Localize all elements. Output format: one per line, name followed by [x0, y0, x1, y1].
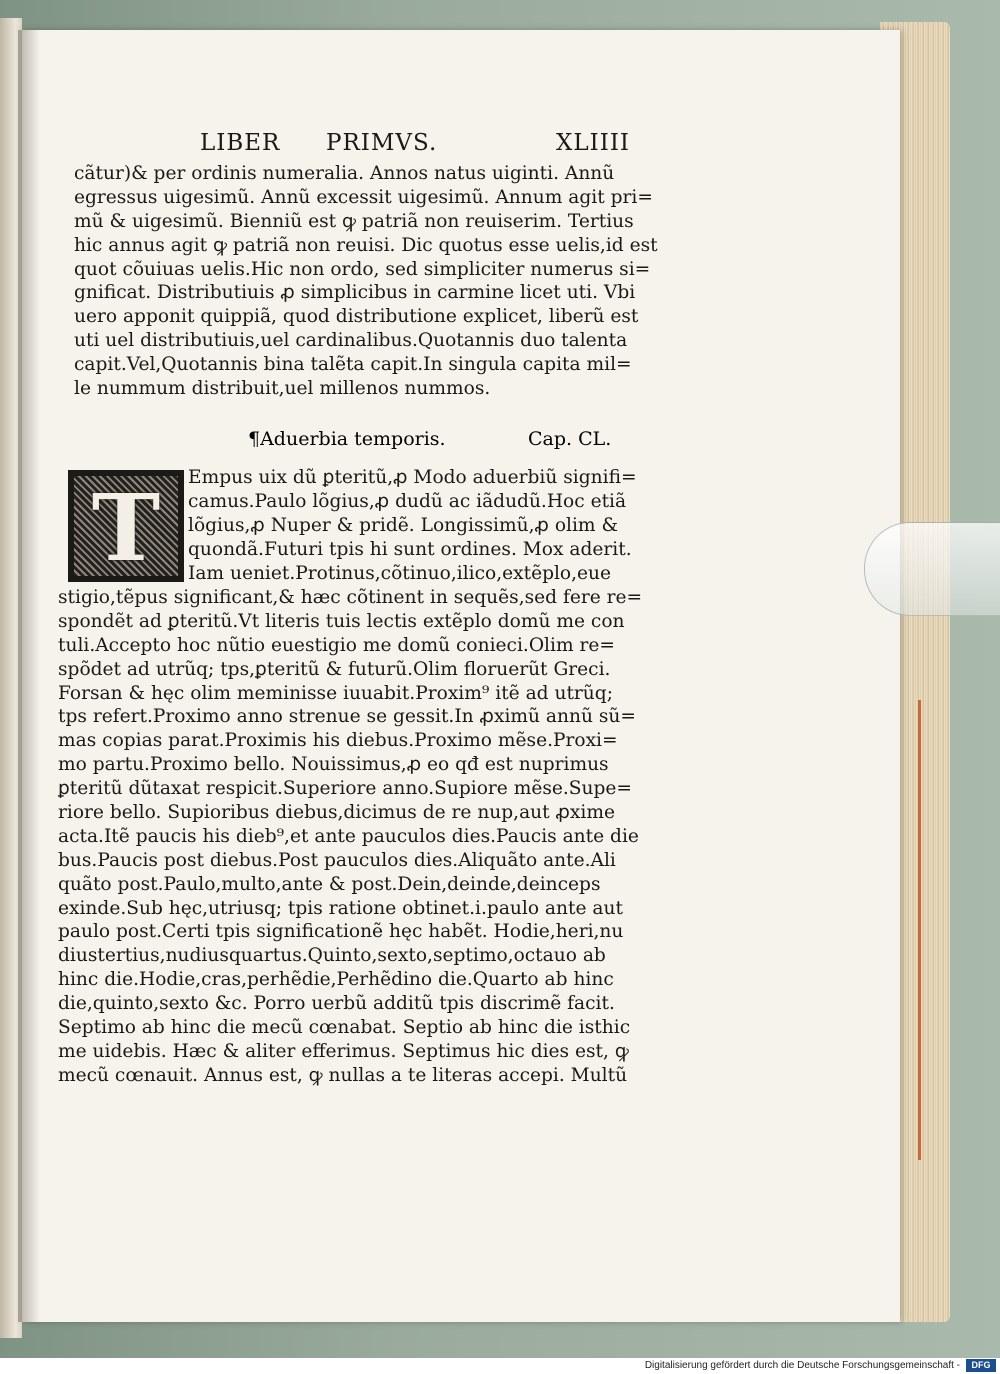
text-line: tuli.Accepto hoc nũtio euestigio me domũ conieci.Olim re=	[58, 634, 615, 656]
text-line: uti uel distributiuis,uel cardinalibus.Quotannis duo talenta	[74, 330, 628, 352]
spine-shadow	[18, 30, 40, 1322]
text-line: mũ & uigesimũ. Bienniũ est ꝙ patriã non reuiserim. Tertius	[74, 210, 634, 232]
dfg-logo: DFG	[966, 1359, 996, 1372]
funding-credit: Digitalisierung gefördert durch die Deutsche Forschungsgemeinschaft -	[644, 1360, 960, 1371]
footer-bar	[0, 1358, 1000, 1374]
text-line: mas copias parat.Proximis his diebus.Proximo mẽse.Proxi=	[58, 730, 618, 752]
text-line: spondẽt ad ꝑteritũ.Vt literis tuis lectis extẽplo domũ me con	[58, 610, 625, 632]
text-line: le nummum distribuit,uel millenos nummos.	[74, 378, 491, 400]
text-line: Iam ueniet.Protinus,cõtinuo,ilico,extẽplo,eue	[188, 562, 612, 584]
text-line: mo partu.Proximo bello. Nouissimus,ꝓ eo qđ est nuprimus	[58, 754, 609, 776]
text-line: uero apponit quippiã, quod distributione explicet, liberũ est	[74, 306, 639, 328]
text-line: hic annus agit ꝙ patriã non reuisi. Dic quotus esse uelis,id est	[74, 234, 658, 256]
text-line: paulo post.Certi tpis significationẽ hęc habẽt. Hodie,heri,nu	[58, 921, 624, 943]
text-line: exinde.Sub hęc,utriusq; tpis ratione obtinet.i.paulo ante aut	[58, 897, 623, 919]
text-line: diustertius,nudiusquartus.Quinto,sexto,septimo,octauo ab	[58, 945, 606, 967]
initial-letter: T	[91, 474, 161, 582]
running-head	[200, 130, 630, 162]
text-line: stigio,tẽpus significant,& hæc cõtinent in sequẽs,sed fere re=	[58, 587, 643, 608]
text-line: egressus uigesimũ. Annũ excessit uigesimũ. Annum agit pri=	[74, 186, 653, 208]
section-title: ¶Aduerbia temporis.	[248, 428, 446, 450]
book-page	[22, 30, 900, 1322]
paragraph-numeralia	[74, 162, 660, 401]
text-line: Septimo ab hinc die mecũ cœnabat. Septio ab hinc die isthic	[58, 1017, 631, 1039]
text-line: spõdet ad utrũq; tps,ꝑteritũ & futurũ.Olim floruerũt Greci.	[58, 658, 611, 680]
text-line: lõgius,ꝓ Nuper & pridẽ. Longissimũ,ꝓ olim &	[188, 514, 619, 536]
text-line: Forsan & hęc olim meminisse iuuabit.Proxim⁹ itẽ ad utrũq;	[58, 682, 613, 704]
text-line: quot cõuiuas uelis.Hic non ordo, sed simpliciter numerus si=	[74, 258, 651, 280]
text-line: camus.Paulo lõgius,ꝓ dudũ ac iãdudũ.Hoc etiã	[188, 490, 627, 512]
text-line: quãto post.Paulo,multo,ante & post.Dein,deinde,deinceps	[58, 873, 601, 895]
text-line: capit.Vel,Quotannis bina talẽta capit.In singula capita mil=	[74, 354, 632, 376]
text-line: gnificat. Distributiuis ꝓ simplicibus in carmine licet uti. Vbi	[74, 282, 636, 304]
section-heading	[248, 428, 648, 456]
text-line: quondã.Futuri tpis hi sunt ordines. Mox aderit.	[188, 538, 632, 560]
plastic-page-clip	[864, 522, 1000, 616]
chapter-number: Cap. CL.	[528, 428, 612, 450]
text-line: tps refert.Proximo anno strenue se gessit.In ꝓximũ annũ sũ=	[58, 706, 636, 728]
running-head-primus: PRIMVS.	[326, 130, 438, 156]
folio-number: XLIIII	[556, 130, 630, 156]
text-line: cãtur)& per ordinis numeralia. Annos natus uiginti. Annũ	[74, 163, 615, 184]
text-line: hinc die.Hodie,cras,perhẽdie,Perhẽdino die.Quarto ab hinc	[58, 969, 614, 991]
decorated-initial	[68, 470, 184, 582]
paragraph-adverbs-intro	[188, 466, 668, 585]
text-line: bus.Paucis post diebus.Post pauculos dies.Aliquãto ante.Ali	[58, 849, 616, 871]
text-line: me uidebis. Hæc & aliter efferimus. Septimus hic dies est, ꝙ	[58, 1040, 629, 1062]
bookmark-ribbon	[918, 700, 921, 1160]
text-line: riore bello. Supioribus diebus,dicimus de re nup,aut ꝓxime	[58, 802, 615, 824]
paragraph-adverbs-body	[58, 586, 668, 1088]
text-line: Empus uix dũ ꝑteritũ,ꝓ Modo aduerbiũ signifi=	[188, 467, 637, 488]
text-line: ꝑteritũ dũtaxat respicit.Superiore anno.Supiore mẽse.Supe=	[58, 778, 633, 800]
text-line: die,quinto,sexto &c. Porro uerbũ additũ tpis discrimẽ facit.	[58, 993, 615, 1015]
running-head-liber: LIBER	[200, 130, 281, 156]
text-line: mecũ cœnauit. Annus est, ꝙ nullas a te literas accepi. Multũ	[58, 1064, 628, 1086]
text-line: acta.Itẽ paucis his dieb⁹,et ante pauculos dies.Paucis ante die	[58, 825, 639, 847]
